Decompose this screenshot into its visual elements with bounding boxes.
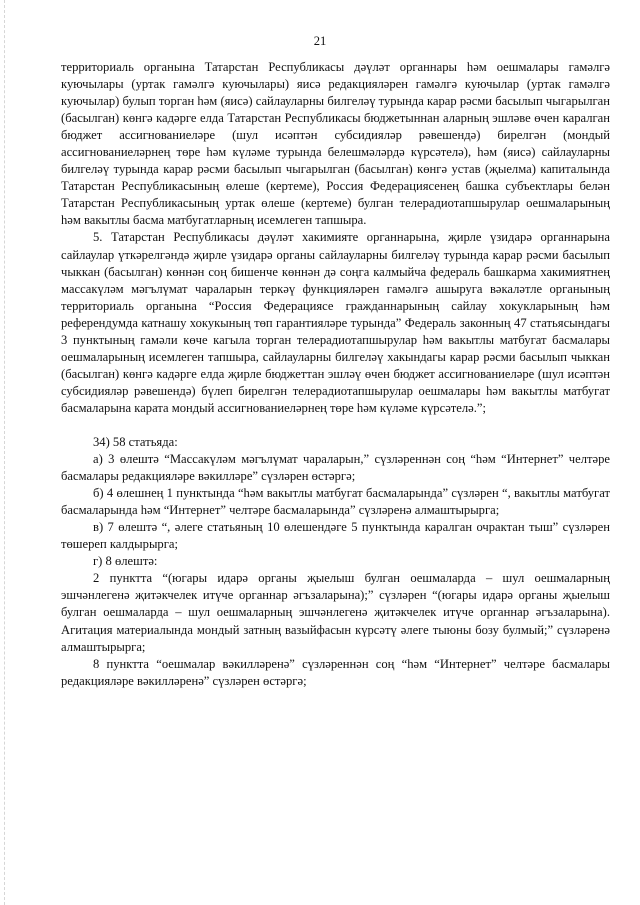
paragraph-article-heading: 34) 58 статьяда:	[93, 434, 178, 449]
paragraph-subitem-g: г) 8 өлештә:	[93, 554, 158, 569]
paragraph-subitem-a: а) 3 өлештә “Массакүләм мәгълүмат чараларын,” сүзләреннән соң “һәм “Интернет” челтәре басмалары редакцияләре вәкилләре” сүзләрен өстәргә;	[61, 452, 610, 484]
document-body	[61, 59, 610, 690]
paragraph-subitem-b: б) 4 өлешнең 1 пунктында “һәм вакытлы матбугат басмаларында” сүзләрен “, вакытлы матбугат басмаларында һәм “Интернет” челтәре басмаларында” сүзләренә алмаштырырга;	[61, 486, 610, 518]
scan-edge-line	[4, 0, 5, 905]
page-number: 21	[313, 34, 327, 48]
paragraph-continuation: территориаль органына Татарстан Республикасы дәүләт органнары һәм оешмалары гамәлгә куючылары (уртак гамәлгә куючылары) яисә редакцияләрен гамәлгә куючылар (уртак гамәлгә куючылар) булып торган һәм (яисә) сайлауларны билгеләү турында карар рәсми басылып чыгарылган (басылган) көнгә кадәрге елда Татарстан Республикасы бюджетыннан аларның эшләве өчен каралган бюджет ассигнованиеләре (шул исәптән субсидияләр рәвешендә) бирелгән (мондый ассигнованиеләрнең төре һәм күләме турында белешмәләрдә күрсәтелә), һәм (яисә) сайлауларны билгеләү турында карар рәсми басылып чыгарылган (басылган) көнгә устав (җыелма) капиталында Татарстан Республикасының өлеше (кертеме), Россия Федерациясенең башка субъектлары белән Татарстан Республикасының уртак өлеше (кертеме) булган телерадиотапшырулар оешмаларының һәм вакытлы басма матбугатларның исемлеген тапшыра.	[61, 60, 610, 228]
paragraph-item-5: 5. Татарстан Республикасы дәүләт хакимияте органнарына, җирле үзидарә органнарына сайлаулар үткәрелгәндә җирле үзидарә органы сайлауларны билгеләү турында карар рәсми басылып чыккан (басылган) көннән соң бишенче көннән дә соңга калмыйча федераль башкарма хакимиятнең массакүләм мәгълүмат чараларын теркәү функцияләрен гамәлгә ашыруга вәкаләтле органының территориаль органына “Россия Федерациясе гражданнарының сайлау хокукларының һәм референдумда катнашу хокукының төп гарантияләре турында” Федераль законның 47 статьясындагы 3 пунктының гамәли көче кагыла торган телерадиотапшырулар һәм вакытлы матбугат басмалары оешмаларының исемлеген тапшыра, сайлауларны билгеләү хакындагы карар рәсми басылып чыккан (басылган) көнгә кадәрге елда җирле бюджеттан эшләү өчен бюджет ассигнованиеләре (шул исәптән субсидияләр рәвешендә) бүлеп бирелгән телерадиотапшырулар оешмалары һәм вакытлы матбугат басмаларына карата мондый ассигнованиеләрнең төре һәм күләме күрсәтелә.”;	[61, 230, 610, 415]
paragraph-gap	[61, 417, 610, 434]
paragraph-subitem-v: в) 7 өлештә “, әлеге статьяның 10 өлешендәге 5 пунктында каралган очрактан тыш” сүзләрен төшереп калдырырга;	[61, 520, 610, 552]
paragraph-point-8: 8 пунктта “оешмалар вәкилләренә” сүзләреннән соң “һәм “Интернет” челтәре басмалары редакцияләре вәкилләренә” сүзләрен өстәргә;	[61, 656, 610, 688]
paragraph-point-2: 2 пунктта “(югары идарә органы җыелыш булган оешмаларда – шул оешмаларның эшчәнлегенә җитәкчелек итүче органнар әгъзаларына);” сүзләрен “(югары идарә органы җыелыш булган оешмаларда – шул оешмаларның эшчәнлегенә җитәкчелек итүче органнар әгъзаларына). Агитация материалында мондый затның вазыйфасын күрсәтү әлеге тыюны бозу булмый;” сүзләренә алмаштырырга;	[61, 571, 610, 654]
